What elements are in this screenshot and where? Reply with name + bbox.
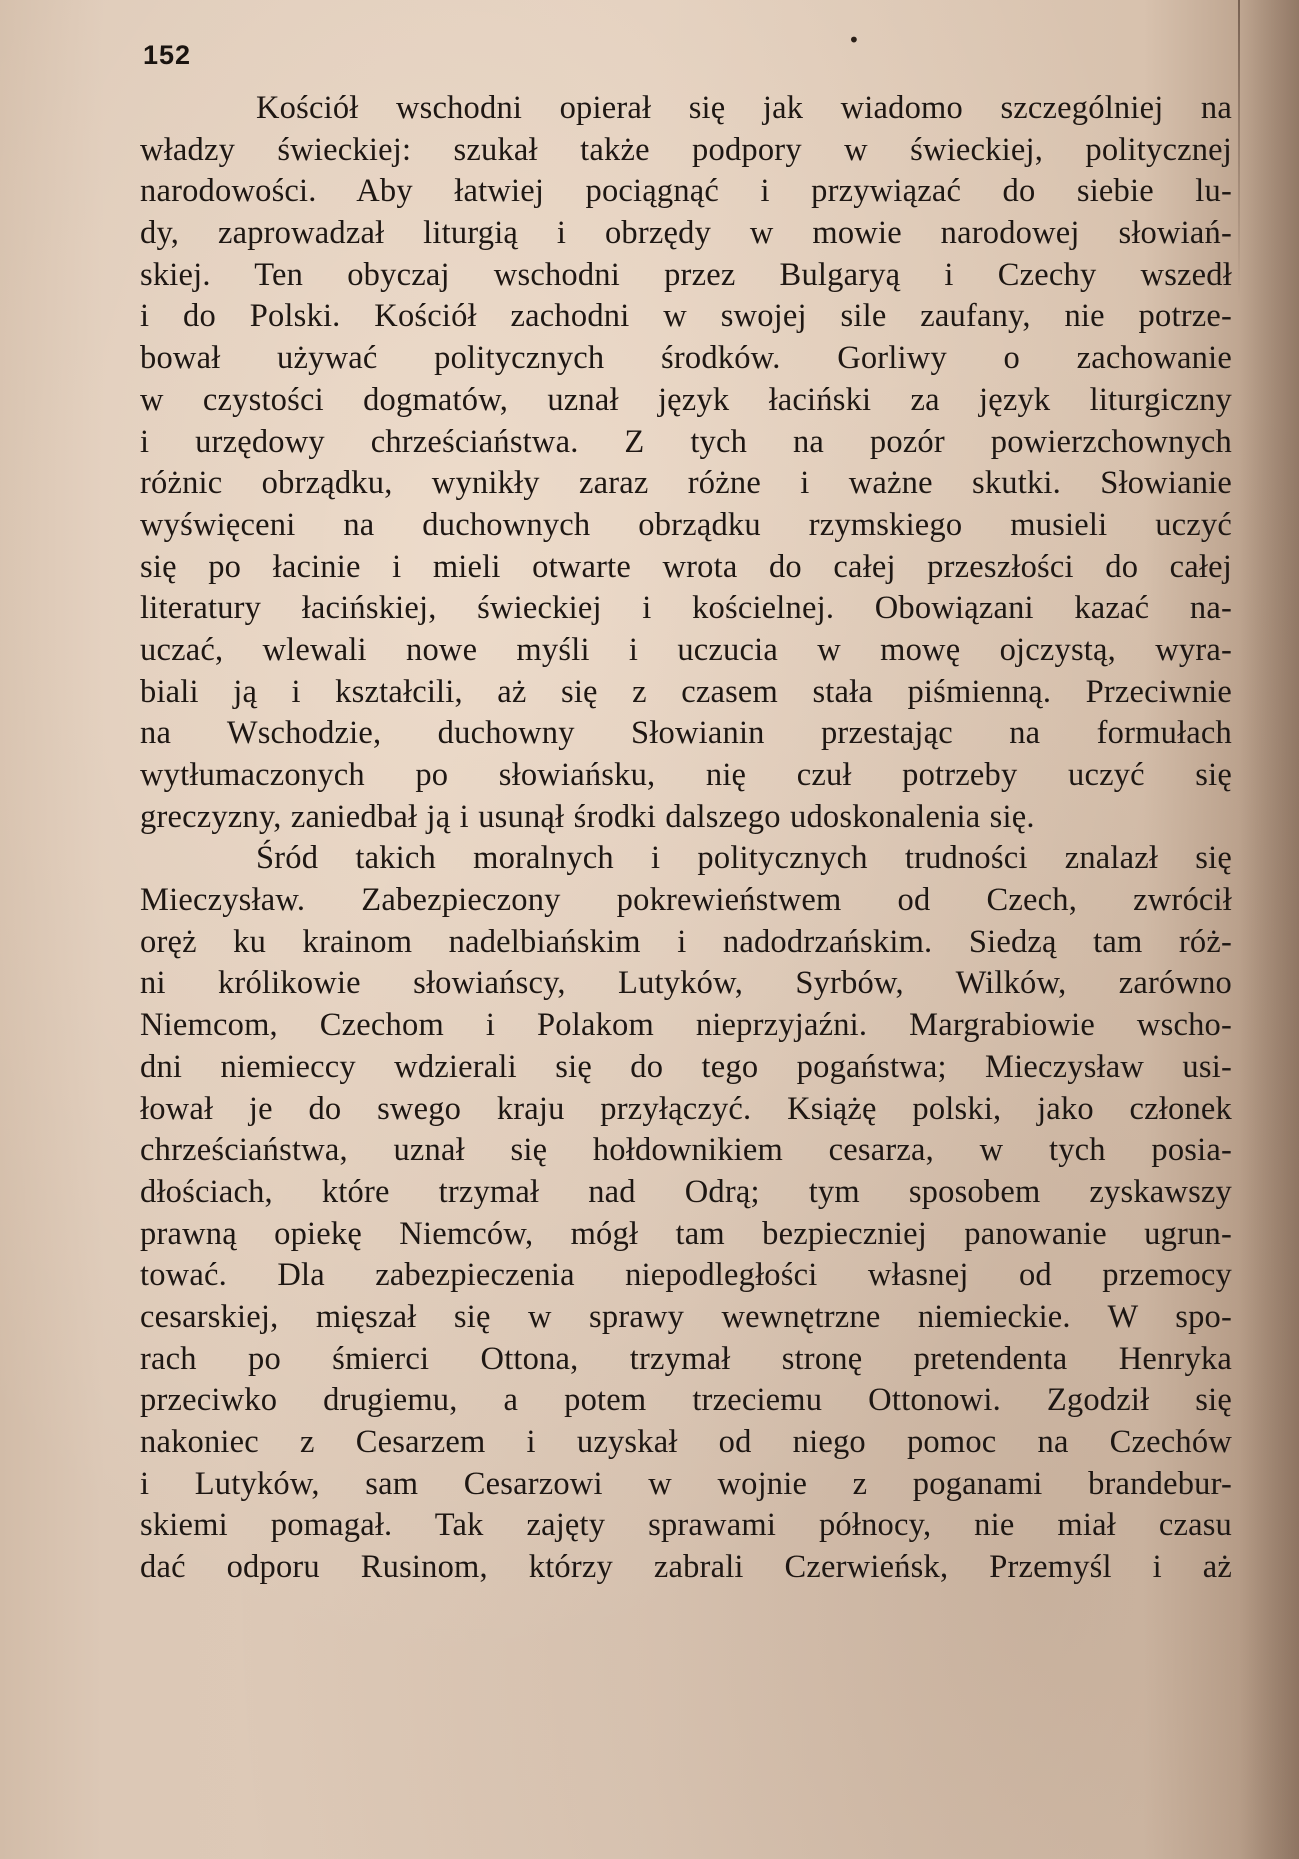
text-line: nakoniec z Cesarzem i uzyskał od niego pomoc na Czechów — [140, 1424, 1232, 1460]
text-line: chrześciaństwa, uznał się hołdownikiem cesarza, w tych posia- — [140, 1132, 1232, 1169]
page-edge-shadow — [1239, 0, 1299, 1859]
text-line: łował je do swego kraju przyłączyć. Książę polski, jako członek — [140, 1090, 1232, 1127]
text-line: władzy świeckiej: szukał także podpory w świeckiej, politycznej — [140, 131, 1232, 168]
text-line: greczyzny, zaniedbał ją i usunął środki dalszego udoskonalenia się. — [140, 798, 1035, 835]
text-line: i do Polski. Kościół zachodni w swojej sile zaufany, nie potrze- — [140, 298, 1232, 335]
body-text — [140, 88, 1232, 1589]
text-line: narodowości. Aby łatwiej pociągnąć i przywiązać do siebie lu- — [140, 173, 1232, 210]
text-line: i urzędowy chrześciaństwa. Z tych na pozór powierzchownych — [140, 423, 1232, 460]
text-line: prawną opiekę Niemców, mógł tam bezpieczniej panowanie ugrun- — [140, 1215, 1232, 1252]
text-line: Śród takich moralnych i politycznych trudności znalazł się — [256, 840, 1232, 877]
text-line: Niemcom, Czechom i Polakom nieprzyjaźni. Margrabiowie wscho- — [140, 1007, 1232, 1044]
text-line: dać odporu Rusinom, którzy zabrali Czerwieńsk, Przemyśl i aż — [140, 1549, 1232, 1586]
text-line: się po łacinie i mieli otwarte wrota do całej przeszłości do całej — [140, 548, 1232, 585]
text-line: skiej. Ten obyczaj wschodni przez Bulgaryą i Czechy wszedł — [140, 256, 1232, 293]
text-line: tować. Dla zabezpieczenia niepodległości własnej od przemocy — [140, 1257, 1232, 1294]
text-line: literatury łacińskiej, świeckiej i kościelnej. Obowiązani kazać na- — [140, 590, 1232, 627]
text-line: rach po śmierci Ottona, trzymał stronę pretendenta Henryka — [140, 1340, 1232, 1377]
text-line: uczać, wlewali nowe myśli i uczucia w mowę ojczystą, wyra- — [140, 631, 1232, 668]
text-line: biali ją i kształcili, aż się z czasem stała piśmienną. Przeciwnie — [140, 673, 1232, 710]
text-line: wyświęceni na duchownych obrządku rzymskiego musieli uczyć — [140, 506, 1232, 543]
text-line: na Wschodzie, duchowny Słowianin przestając na formułach — [140, 715, 1232, 752]
text-line: Kościół wschodni opierał się jak wiadomo szczególniej na — [256, 90, 1232, 126]
text-line: różnic obrządku, wynikły zaraz różne i ważne skutki. Słowianie — [140, 465, 1232, 502]
text-line: dni niemieccy wdzierali się do tego pogaństwa; Mieczysław usi- — [140, 1048, 1232, 1085]
text-line: ni królikowie słowiańscy, Lutyków, Syrbów, Wilków, zarówno — [140, 965, 1232, 1002]
text-line: oręż ku krainom nadelbiańskim i nadodrzańskim. Siedzą tam róż- — [140, 923, 1232, 960]
text-line: dłościach, które trzymał nad Odrą; tym sposobem zyskawszy — [140, 1173, 1232, 1210]
text-line: Mieczysław. Zabezpieczony pokrewieństwem od Czech, zwrócił — [140, 882, 1232, 919]
text-line: skiemi pomagał. Tak zajęty sprawami północy, nie miał czasu — [140, 1507, 1232, 1544]
text-line: wytłumaczonych po słowiańsku, nię czuł potrzeby uczyć się — [140, 757, 1232, 793]
ink-mark: • — [848, 28, 860, 52]
page-number: 152 — [143, 40, 192, 70]
text-line: i Lutyków, sam Cesarzowi w wojnie z poganami brandebur- — [140, 1465, 1232, 1502]
page-edge-line — [1238, 0, 1240, 300]
text-line: bował używać politycznych środków. Gorliwy o zachowanie — [140, 340, 1232, 377]
text-line: przeciwko drugiemu, a potem trzeciemu Ottonowi. Zgodził się — [140, 1382, 1232, 1419]
text-line: dy, zaprowadzał liturgią i obrzędy w mowie narodowej słowiań- — [140, 215, 1232, 252]
text-line: w czystości dogmatów, uznał język łaciński za język liturgiczny — [140, 381, 1232, 418]
text-line: cesarskiej, mięszał się w sprawy wewnętrzne niemieckie. W spo- — [140, 1298, 1232, 1335]
